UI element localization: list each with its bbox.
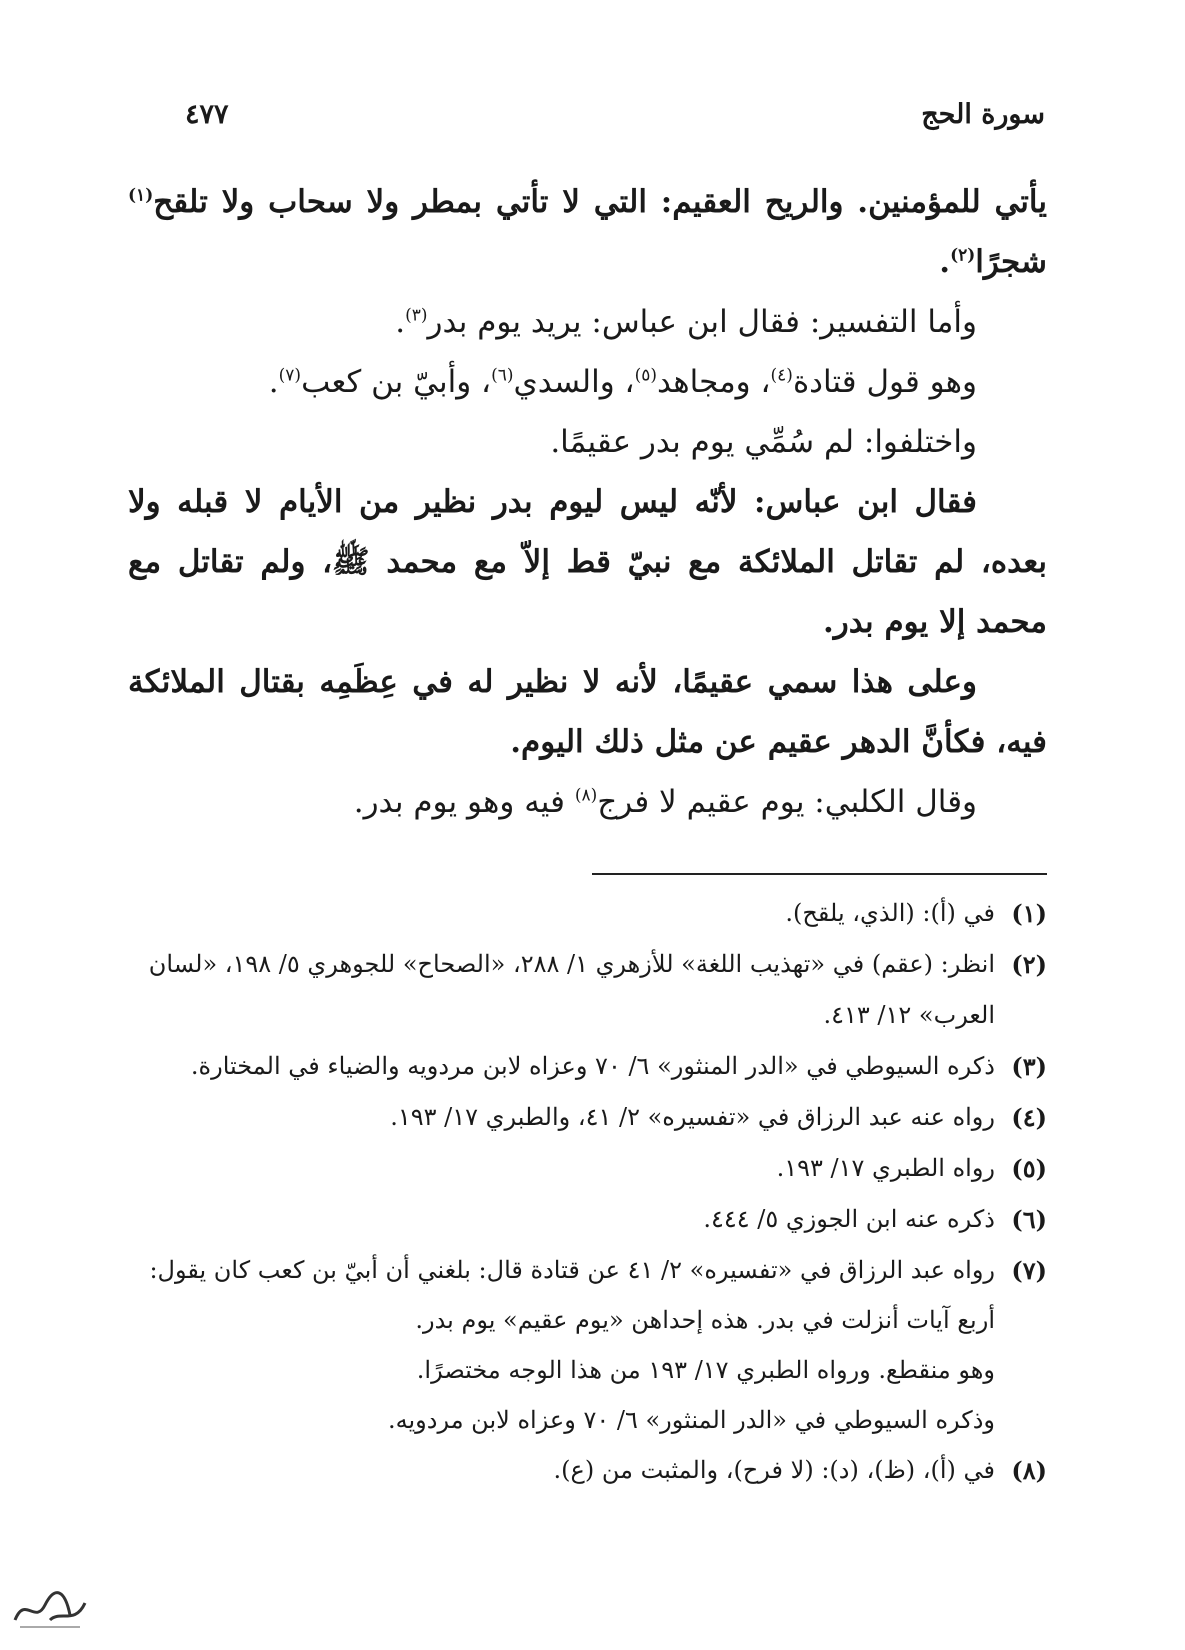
surah-title: سورة الحج	[921, 98, 1045, 130]
paragraph-7	[128, 772, 1047, 832]
paragraph-1-text: يأتي للمؤمنين. والريح العقيم: التي لا تأتي بمطر ولا سحاب ولا تلقح	[153, 184, 1047, 220]
footnote-text: رواه الطبري ١٧/ ١٩٣.	[776, 1154, 995, 1182]
paragraph-1-continuation: شجرًا	[975, 244, 1047, 280]
footnote-ref-7: (٧)	[278, 365, 302, 386]
footnote-8	[128, 1445, 1047, 1496]
footnote-text: انظر: (عقم) في «تهذيب اللغة» للأزهري ١/ ٢٨٨، «الصحاح» للجوهري ٥/ ١٩٨، «لسان العرب» ١٢/ ٤١٣.	[148, 950, 995, 1029]
footnote-number: (٨)	[1011, 1456, 1047, 1485]
paragraph-3-part-b: ، ومجاهد	[657, 364, 771, 400]
footnote-number: (٦)	[1011, 1205, 1047, 1234]
footnote-number: (٤)	[1011, 1103, 1047, 1132]
paragraph-4: واختلفوا: لم سُمِّي يوم بدر عقيمًا.	[550, 424, 977, 460]
footnote-ref-4: (٤)	[770, 365, 793, 386]
footnote-ref-1: (١)	[128, 185, 154, 206]
footnote-4	[128, 1092, 1047, 1143]
footnote-line: وذكره السيوطي في «الدر المنثور» ٦/ ٧٠ وعزاه لابن مردويه.	[388, 1406, 995, 1434]
paragraph-3	[128, 352, 1047, 412]
paragraph-1	[128, 172, 1047, 292]
paragraph-6: وعلى هذا سمي عقيمًا، لأنه لا نظير له في عِظَمِه بقتال الملائكة فيه، فكأنَّ الدهر عقيم عن مثل ذلك اليوم.	[128, 664, 1047, 760]
footnote-text: رواه عنه عبد الرزاق في «تفسيره» ٢/ ٤١، والطبري ١٧/ ١٩٣.	[390, 1103, 995, 1131]
footnote-text: في (أ): (الذي، يلقح).	[785, 899, 995, 927]
paragraph-3-part-c: ، والسدي	[513, 364, 635, 400]
logo-calligraphy	[15, 1593, 85, 1620]
footnote-number: (٧)	[1011, 1256, 1047, 1285]
footnote-text: ذكره السيوطي في «الدر المنثور» ٦/ ٧٠ وعزاه لابن مردويه والضياء في المختارة.	[190, 1052, 995, 1080]
main-text	[128, 172, 1047, 832]
footnote-ref-3: (٣)	[405, 305, 428, 326]
footnote-ref-8: (٨)	[574, 785, 598, 806]
paragraph-3-end: .	[268, 364, 279, 400]
footnote-text: ذكره عنه ابن الجوزي ٥/ ٤٤٤.	[703, 1205, 995, 1233]
footnote-text	[128, 1245, 995, 1445]
footnotes	[128, 888, 1047, 1496]
paragraph-7-part-a: وقال الكلبي: يوم عقيم لا فرج	[597, 784, 977, 820]
paragraph-3-part-a: وهو قول قتادة	[792, 364, 977, 400]
footnote-line: رواه عبد الرزاق في «تفسيره» ٢/ ٤١ عن قتادة قال: بلغني أن أبيّ بن كعب كان يقول: أربع آيات أنزلت في بدر. هذه إحداهن «يوم عقيم» يوم بدر.	[149, 1256, 995, 1334]
footnote-ref-6: (٦)	[491, 365, 514, 386]
footnote-ref-5: (٥)	[634, 365, 657, 386]
footnote-number: (٣)	[1011, 1052, 1047, 1081]
footnote-line: وهو منقطع. ورواه الطبري ١٧/ ١٩٣ من هذا الوجه مختصرًا.	[416, 1356, 995, 1384]
page-number: ٤٧٧	[185, 98, 229, 130]
paragraph-2-text: وأما التفسير: فقال ابن عباس: يريد يوم بدر	[427, 304, 977, 340]
page-header	[185, 92, 1045, 136]
paragraph-2	[128, 292, 1047, 352]
footnote-text: في (أ)، (ظ)، (د): (لا فرح)، والمثبت من (ع).	[553, 1456, 995, 1484]
paragraph-1-end: .	[939, 244, 951, 280]
footnote-6	[128, 1194, 1047, 1245]
footnote-number: (٢)	[1011, 950, 1047, 979]
footnote-number: (١)	[1011, 899, 1047, 928]
paragraph-3-part-d: ، وأبيّ بن كعب	[301, 364, 492, 400]
paragraph-5: فقال ابن عباس: لأنّه ليس ليوم بدر نظير من الأيام لا قبله ولا بعده، لم تقاتل الملائكة مع نبيّ قط إلاّ مع محمد ﷺ، ولم تقاتل مع محمد إلا يوم بدر.	[128, 484, 1047, 640]
publisher-logo	[10, 1575, 90, 1635]
paragraph-2-end: .	[395, 304, 406, 340]
footnote-2	[128, 939, 1047, 1041]
footnote-separator	[592, 873, 1047, 875]
footnote-5	[128, 1143, 1047, 1194]
footnote-1	[128, 888, 1047, 939]
footnote-number: (٥)	[1011, 1154, 1047, 1183]
footnote-7	[128, 1245, 1047, 1445]
footnote-3	[128, 1041, 1047, 1092]
footnote-ref-2: (٢)	[950, 245, 976, 266]
paragraph-7-part-b: فيه وهو يوم بدر.	[353, 784, 575, 820]
